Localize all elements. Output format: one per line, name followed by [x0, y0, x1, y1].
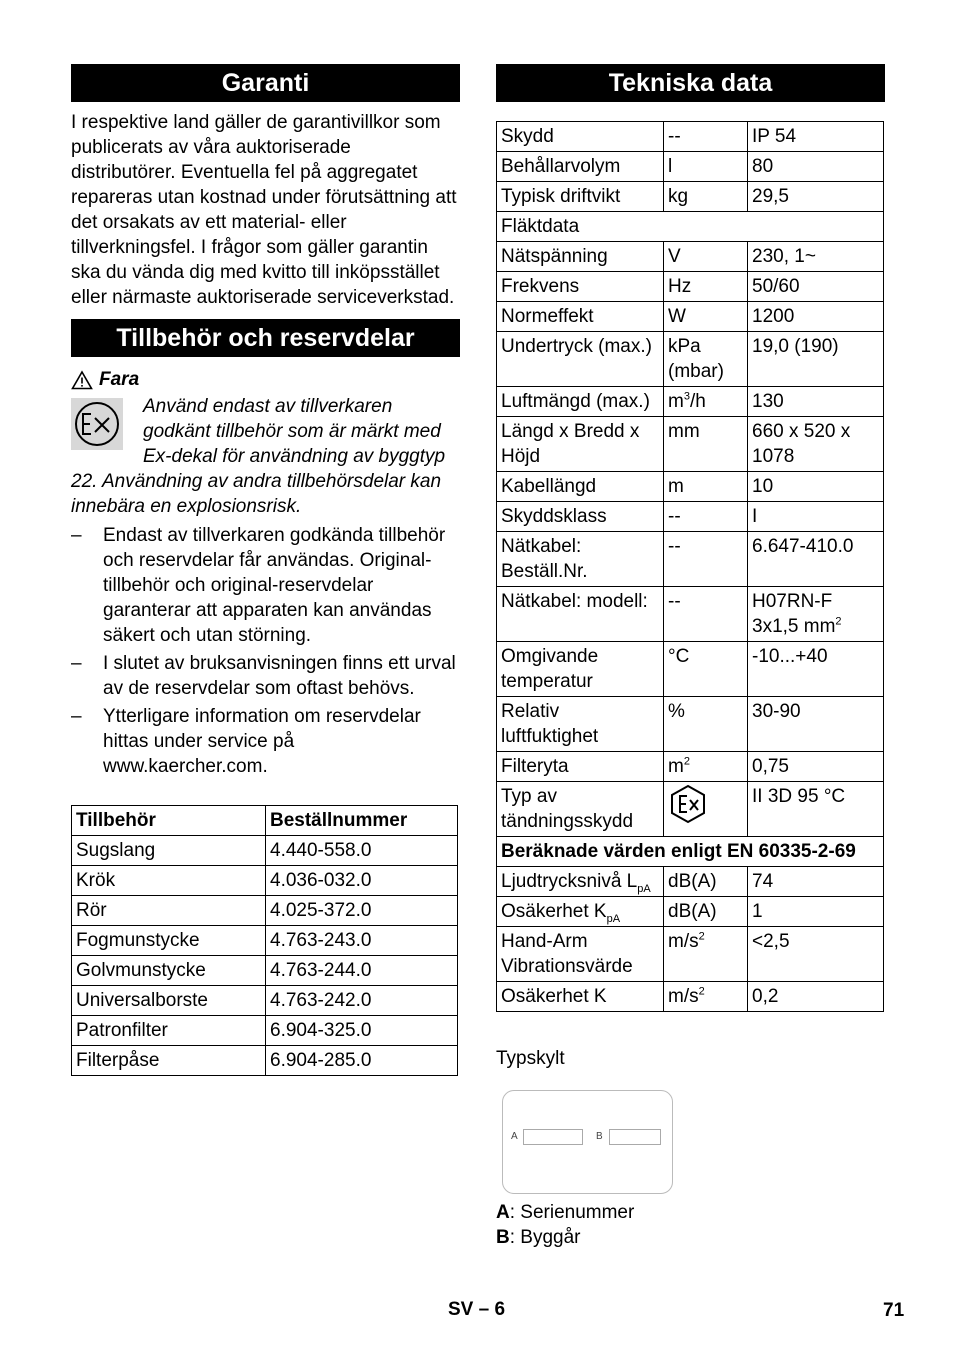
tillbehor-heading: Tillbehör och reservdelar: [71, 319, 460, 357]
section-row: Fläktdata: [497, 212, 884, 242]
page-number: 71: [883, 1300, 905, 1321]
table-cell: 1200: [748, 302, 884, 332]
table-cell: mm: [664, 417, 748, 472]
table-cell: 4.763-243.0: [266, 926, 458, 956]
warning-icon: [71, 370, 93, 390]
table-cell: V: [664, 242, 748, 272]
table-cell: 19,0 (190): [748, 332, 884, 387]
table-cell: l: [664, 152, 748, 182]
table-row: [72, 1046, 458, 1076]
table-cell: Kabellängd: [497, 472, 664, 502]
garanti-heading: Garanti: [71, 64, 460, 102]
table-row: [497, 387, 884, 417]
table-cell: Golvmunstycke: [72, 956, 266, 986]
table-cell: dB(A): [664, 897, 748, 927]
table-cell: Typ av tändningsskydd: [497, 782, 664, 837]
table-cell: 660 x 520 x 1078: [748, 417, 884, 472]
table-row: [497, 272, 884, 302]
table-cell: Filterpåse: [72, 1046, 266, 1076]
table-cell: Hand-Arm Vibrationsvärde: [497, 927, 664, 982]
accessory-bullet-list: [71, 523, 460, 779]
table-cell: Hz: [664, 272, 748, 302]
table-cell: Skyddsklass: [497, 502, 664, 532]
table-cell: Frekvens: [497, 272, 664, 302]
table-row: [497, 587, 884, 642]
table-cell: Normeffekt: [497, 302, 664, 332]
danger-text-1: Använd endast av tillverkaren godkänt tillbehör som är märkt med Ex-dekal för användning av byggtyp: [143, 396, 446, 467]
table-cell: 50/60: [748, 272, 884, 302]
table-row: [72, 1016, 458, 1046]
table-cell: Ljudtrycksnivå $L_{pA}$: [497, 867, 664, 897]
table-row: [72, 836, 458, 866]
table-cell: 1: [748, 897, 884, 927]
table-cell: Nätkabel: modell:: [497, 587, 664, 642]
type-plate-illustration: [502, 1090, 673, 1194]
table-cell: Omgivande temperatur: [497, 642, 664, 697]
table-row: [72, 866, 458, 896]
table-cell: Nätkabel: Beställ.Nr.: [497, 532, 664, 587]
right-column: [496, 64, 885, 1250]
table-row: [497, 122, 884, 152]
legend-item-b: B: Byggår: [496, 1227, 581, 1248]
table-cell: Sugslang: [72, 836, 266, 866]
technical-data-table: [496, 121, 884, 1012]
table-cell: 230, 1~: [748, 242, 884, 272]
table-row: [497, 182, 884, 212]
column-header: Tillbehör: [72, 806, 266, 836]
table-row: [497, 152, 884, 182]
table-cell: $m/s^2$: [664, 927, 748, 982]
danger-block: [71, 394, 460, 469]
plate-label-b: B: [596, 1131, 603, 1142]
table-cell: $m^3/h$: [664, 387, 748, 417]
danger-label: Fara: [99, 369, 140, 390]
table-row: [497, 417, 884, 472]
table-row: [72, 956, 458, 986]
plate-legend: [496, 1200, 885, 1250]
table-row: [497, 897, 884, 927]
table-cell: 0,2: [748, 982, 884, 1012]
column-header: Beställnummer: [266, 806, 458, 836]
table-cell: Undertryck (max.): [497, 332, 664, 387]
table-cell: IP 54: [748, 122, 884, 152]
ex-hexagon-icon: [668, 784, 708, 824]
table-header-row: [72, 806, 458, 836]
table-cell: Behållarvolym: [497, 152, 664, 182]
table-cell: <2,5: [748, 927, 884, 982]
table-cell: 30-90: [748, 697, 884, 752]
table-cell: Fogmunstycke: [72, 926, 266, 956]
table-cell: 4.036-032.0: [266, 866, 458, 896]
table-row: [497, 302, 884, 332]
table-cell: 6.904-325.0: [266, 1016, 458, 1046]
table-row: [497, 502, 884, 532]
table-row: [72, 986, 458, 1016]
table-cell: Krök: [72, 866, 266, 896]
table-cell: Filteryta: [497, 752, 664, 782]
table-cell: [664, 782, 748, 837]
table-cell: 29,5: [748, 182, 884, 212]
table-row: [497, 532, 884, 587]
table-row: [497, 242, 884, 272]
table-cell: 6.904-285.0: [266, 1046, 458, 1076]
list-item: – Endast av tillverkaren godkända tillbehör och reservdelar får användas. Original-tillbehör och original-reservdelar garanterar att apparaten kan användas säkert och utan störning.: [71, 523, 460, 648]
table-cell: 74: [748, 867, 884, 897]
table-cell: m: [664, 472, 748, 502]
table-cell: 0,75: [748, 752, 884, 782]
table-row: [497, 472, 884, 502]
table-cell: dB(A): [664, 867, 748, 897]
table-cell: Typisk driftvikt: [497, 182, 664, 212]
table-row: [72, 896, 458, 926]
garanti-text: I respektive land gäller de garantivillkor som publicerats av våra auktoriserade distributörer. Eventuella fel på aggregatet repareras utan kostnad under förutsättning att det orsakats av ett material- eller tillverkningsfel. I frågor som gäller garantin ska du vända dig med kvitto till inköpsstället eller närmaste auktoriserade serviceverkstad.: [71, 112, 457, 308]
table-row: [497, 212, 884, 242]
list-item: – Ytterligare information om reservdelar hittas under service på www.kaercher.com.: [71, 704, 460, 779]
legend-item-a: A: Serienummer: [496, 1202, 635, 1223]
danger-title: [71, 367, 460, 392]
accessories-table: [71, 805, 458, 1076]
table-cell: 10: [748, 472, 884, 502]
table-cell: 6.647-410.0: [748, 532, 884, 587]
table-cell: 130: [748, 387, 884, 417]
table-cell: Skydd: [497, 122, 664, 152]
table-row: [497, 982, 884, 1012]
section-row: Beräknade värden enligt EN 60335-2-69: [497, 837, 884, 867]
table-cell: --: [664, 122, 748, 152]
table-cell: $m/s^2$: [664, 982, 748, 1012]
table-cell: H07RN-F 3x1,5 $mm^2$: [748, 587, 884, 642]
table-cell: --: [664, 502, 748, 532]
table-cell: II 3D 95 °C: [748, 782, 884, 837]
table-cell: 80: [748, 152, 884, 182]
plate-field-a: [523, 1129, 583, 1145]
table-cell: Rör: [72, 896, 266, 926]
list-item: – I slutet av bruksanvisningen finns ett urval av de reservdelar som oftast behövs.: [71, 651, 460, 701]
table-cell: 4.025-372.0: [266, 896, 458, 926]
table-cell: 4.763-244.0: [266, 956, 458, 986]
table-row: [497, 642, 884, 697]
table-row: [497, 752, 884, 782]
table-cell: Nätspänning: [497, 242, 664, 272]
danger-text-2: 22. Användning av andra tillbehörsdelar kan innebära en explosionsrisk.: [71, 471, 442, 517]
plate-label-a: A: [511, 1131, 518, 1142]
table-row: [497, 782, 884, 837]
table-row: [72, 926, 458, 956]
table-cell: Osäkerhet $K_{pA}$: [497, 897, 664, 927]
typskylt-label: Typskylt: [496, 1048, 565, 1069]
table-row: [497, 927, 884, 982]
table-cell: I: [748, 502, 884, 532]
table-cell: Längd x Bredd x Höjd: [497, 417, 664, 472]
table-row: [497, 332, 884, 387]
table-cell: Patronfilter: [72, 1016, 266, 1046]
table-cell: %: [664, 697, 748, 752]
table-cell: Relativ luftfuktighet: [497, 697, 664, 752]
left-column: [71, 64, 460, 1076]
table-cell: -10...+40: [748, 642, 884, 697]
table-cell: W: [664, 302, 748, 332]
table-cell: °C: [664, 642, 748, 697]
table-row: [497, 867, 884, 897]
table-cell: 4.763-242.0: [266, 986, 458, 1016]
table-row: [497, 837, 884, 867]
plate-field-b: [609, 1129, 661, 1145]
table-cell: --: [664, 532, 748, 587]
table-cell: Universalborste: [72, 986, 266, 1016]
page-label: SV – 6: [448, 1299, 506, 1320]
table-cell: Osäkerhet K: [497, 982, 664, 1012]
table-row: [497, 697, 884, 752]
ex-marking-icon: [71, 398, 123, 450]
table-cell: 4.440-558.0: [266, 836, 458, 866]
table-cell: $m^2$: [664, 752, 748, 782]
tech-heading: Tekniska data: [496, 64, 885, 102]
table-cell: kPa (mbar): [664, 332, 748, 387]
table-cell: kg: [664, 182, 748, 212]
table-cell: --: [664, 587, 748, 642]
table-cell: Luftmängd (max.): [497, 387, 664, 417]
